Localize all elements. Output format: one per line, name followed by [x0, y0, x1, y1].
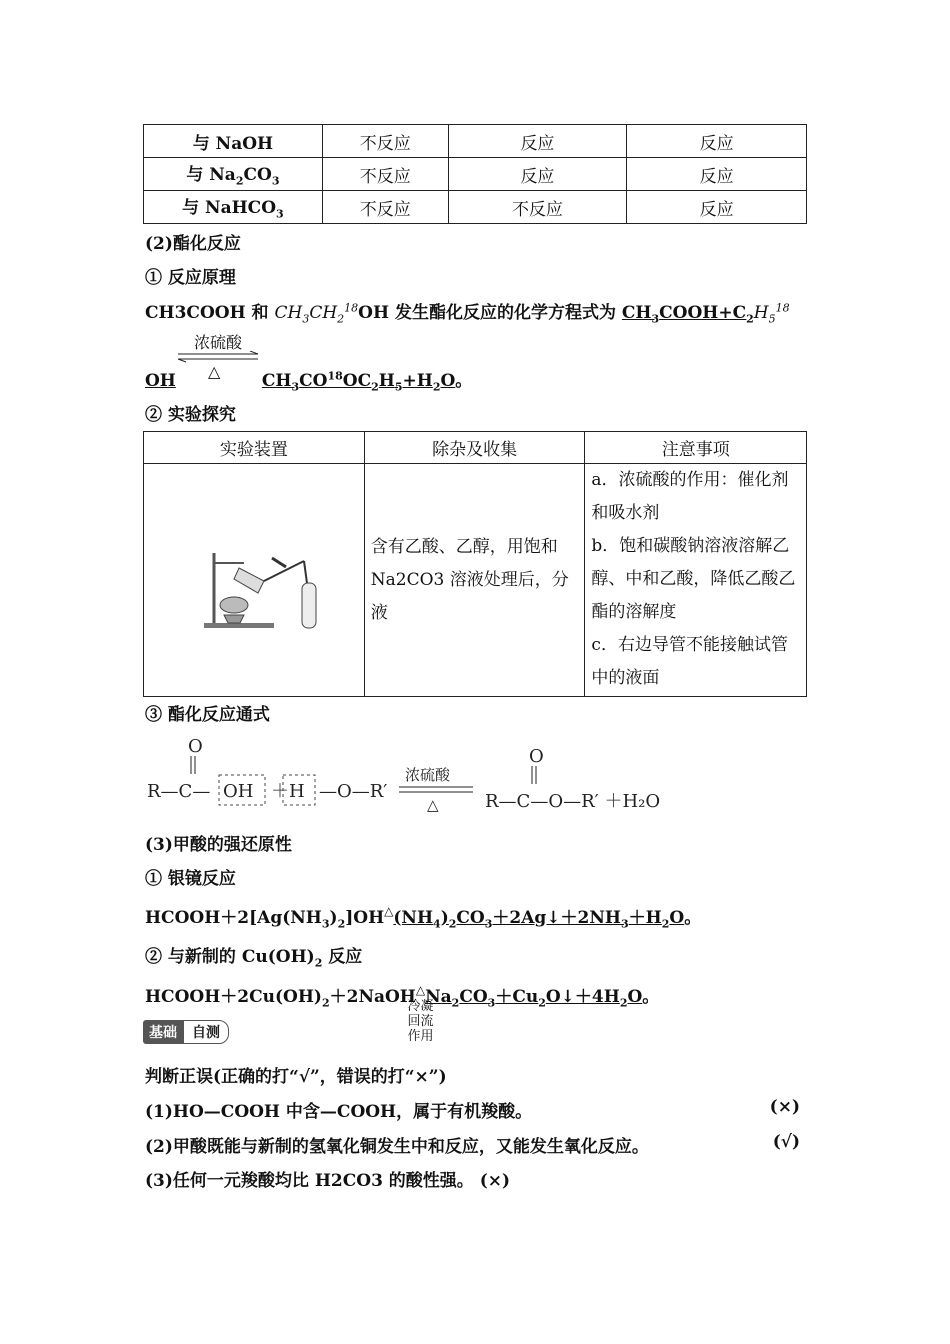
- svg-text:R—C—: R—C—: [147, 781, 211, 802]
- table-header-row: [144, 432, 807, 464]
- table-cell: 不反应: [448, 191, 627, 224]
- table-cell: 反应: [627, 158, 807, 191]
- subheading-principle: ① 反应原理: [145, 268, 236, 288]
- table-cell: 不反应: [322, 125, 448, 158]
- table-row: [144, 125, 807, 158]
- reflux-label: 冷凝回流作用: [407, 998, 434, 1044]
- apparatus-diagram-icon: [184, 523, 324, 633]
- self-test-badge: [143, 1020, 229, 1044]
- table-cell: 反应: [448, 125, 627, 158]
- purification-cell: [364, 464, 585, 697]
- svg-text:O: O: [188, 736, 203, 757]
- comparison-table: [143, 124, 807, 224]
- table-row: [144, 191, 807, 224]
- self-test-instruction: 判断正误(正确的打“√”，错误的打“×”): [145, 1067, 447, 1087]
- subheading-silver-mirror: ① 银镜反应: [145, 869, 236, 889]
- copper-hydroxide-equation: $HCOOH+2Cu(OH)_2+2NaOH^\triangle Na_2CO_3+Cu_2O↓+4H_2O$。: [145, 983, 660, 1010]
- reagent-cell: 与 NaHCO$_3$: [144, 191, 323, 224]
- svg-text:＋H: ＋H: [271, 781, 305, 802]
- svg-text:R—C—O—R′ ＋H₂O: R—C—O—R′ ＋H₂O: [485, 791, 661, 812]
- subheading-copper-hydroxide: ② 与新制的 $Cu(OH)_2$ 反应: [145, 947, 363, 970]
- quiz-item-text: (2)甲酸既能与新制的氢氧化铜发生中和反应，又能发生氧化反应。: [145, 1137, 649, 1157]
- quiz-item-answer: (×): [769, 1097, 800, 1117]
- quiz-item: [145, 1132, 800, 1157]
- table-row: [144, 158, 807, 191]
- svg-text:OH: OH: [223, 781, 254, 802]
- catalyst-label: 浓硫酸: [193, 333, 242, 352]
- table-cell: 不反应: [322, 158, 448, 191]
- reagent-cell: 与 $Na_2CO_3$: [144, 158, 323, 191]
- header-notes: 注意事项: [585, 432, 807, 464]
- purification-text: 含有乙酸、乙醇，用饱和 Na2CO3 溶液处理后，分液: [370, 536, 569, 623]
- reagent-cell: 与 NaOH: [144, 125, 323, 158]
- general-esterification-equation: [143, 730, 723, 815]
- header-apparatus: 实验装置: [144, 432, 365, 464]
- svg-text:△: △: [427, 796, 439, 814]
- esterification-equation-end: OH $CH_3CO^{18}OC_2H_5+H_2O$。: [145, 369, 473, 394]
- subheading-experiment: ② 实验探究: [145, 405, 236, 425]
- quiz-item-answer: (×): [479, 1171, 511, 1191]
- intro-part-b: OH 发生酯化反应的化学方程式为: [358, 303, 616, 323]
- intro-part-a: CH3COOH 和: [145, 303, 269, 323]
- note-a: a．浓硫酸的作用：催化剂和吸水剂: [591, 470, 789, 523]
- table-cell: 反应: [627, 125, 807, 158]
- svg-text:O: O: [529, 746, 544, 767]
- badge-basic: 基础: [143, 1020, 183, 1044]
- quiz-item: [145, 1097, 800, 1122]
- section-heading-formic-acid: (3)甲酸的强还原性: [145, 835, 292, 855]
- notes-cell: [585, 464, 807, 697]
- esterification-intro: CH3COOH 和 $CH_3CH_2^{18}OH$ 发生酯化反应的化学方程式为 $CH_3COOH+C_2H_5^{18}$: [145, 301, 790, 326]
- table-cell: 反应: [627, 191, 807, 224]
- silver-mirror-equation: $HCOOH+2[Ag(NH_3)_2]OH^\triangle(NH_4)_2CO_3+2Ag↓+2NH_3+H_2O$。: [145, 904, 702, 931]
- badge-selftest: 自测: [183, 1020, 229, 1044]
- quiz-item-text: (3)任何一元羧酸均比 H2CO3 的酸性强。: [145, 1171, 474, 1191]
- svg-text:—O—R′: —O—R′: [319, 781, 388, 802]
- table-row: [144, 464, 807, 697]
- table-cell: 反应: [448, 158, 627, 191]
- heat-symbol: △: [208, 362, 221, 381]
- table-cell: 不反应: [322, 191, 448, 224]
- header-purification: 除杂及收集: [364, 432, 585, 464]
- note-c: c．右边导管不能接触试管中的液面: [591, 635, 788, 688]
- note-b: b．饱和碳酸钠溶液溶解乙醇、中和乙酸，降低乙酸乙酯的溶解度: [591, 536, 796, 622]
- subheading-general-formula: ③ 酯化反应通式: [145, 705, 270, 725]
- svg-text:浓硫酸: 浓硫酸: [405, 766, 451, 784]
- quiz-item-text: (1)HO—COOH 中含—COOH，属于有机羧酸。: [145, 1102, 533, 1122]
- quiz-item-answer: (√): [772, 1132, 800, 1152]
- quiz-item: [145, 1166, 510, 1191]
- section-heading-esterification: (2)酯化反应: [145, 234, 241, 254]
